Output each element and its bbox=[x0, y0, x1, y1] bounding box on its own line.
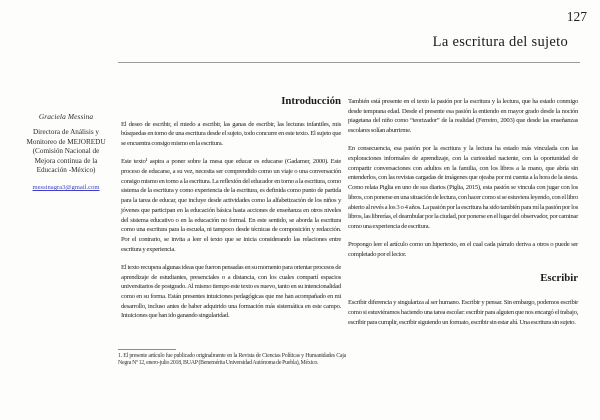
page-title: La escritura del sujeto bbox=[432, 34, 568, 50]
affiliation-line: Educación -México) bbox=[36, 166, 96, 175]
right-column bbox=[348, 97, 578, 336]
body-paragraph: En consecuencia, esa pasión por la escritura y la lectura ha estado más vinculada con las exploraciones informales de aprendizaje, con la curiosidad naciente, con la oportunidad de compartir conversaciones con adultos en la familia, con los libros a la mano, que abría sin entenderlos, con las revistas cargadas de imágenes que ojeaba por mi cuenta a la hora de la siesta. Como relata Piglia en uno de sus diarios (Piglia, 2015), esta pasión se vincula con jugar con los libros, con ponerse en una situación de lectura, con hacer como si se estuviera leyendo, con el libro abierto al revés a los 3 o 4 años. La pasión por la escritura ha sido también para mí la pasión por los libros, las librerías, el deambular por la ciudad, por ponerse en el lugar del observador, por caminar como una experiencia de escritura. bbox=[348, 145, 578, 230]
body-paragraph: Escribir diferencia y singulariza al ser humano. Escribir y pensar. Sin embargo, podemos escribir como si estuviéramos haciendo una tarea escolar: escribir para alguien que nos encargó el trabajo, escribir para cumplir, escribir siguiendo un formato, escribir sin estar ahí. Una escritura sin sujeto. bbox=[348, 299, 578, 326]
affiliation-line: Directora de Análisis y bbox=[32, 128, 100, 136]
author-name: Graciela Messina bbox=[38, 112, 94, 121]
author-email-link[interactable]: messinagra3@gmail.com bbox=[32, 183, 100, 191]
footnote-text: 1. El presente artículo fue publicado originalmente en la Revista de Ciencias Políticas y Humanidades Caja Negra Nº 12, enero-julio 2018, BUAP (Benemérita Universidad Autónoma de Puebla), México. bbox=[118, 353, 346, 366]
body-paragraph: También está presente en el texto la pasión por la escritura y la lectura, que ha estado conmigo desde temprana edad. Desde el presente esa pasión la entiendo en mayor grado desde la noción piagetana del niño como “teorizador” de la realidad (Ferreiro, 2003) que desde las enseñanzas escolares solían aburrirme. bbox=[348, 98, 578, 135]
author-affiliation bbox=[14, 128, 118, 176]
intro-paragraph: El texto recupera algunas ideas que fueron pensadas en su momento para orientar procesos de aprendizaje de estudiantes, presenciales o a distancia, con los cuales compartí espacios universitarios de postgrado. Al mismo tiempo este texto es nuevo, tanto en su intencionalidad como en su forma. Están presentes intuiciones pedagógicas que me han acompañado en mi desarrollo, incluso antes de haber adquirido una formación más sistemática en este campo. Intuiciones que han ido ganando singularidad. bbox=[121, 263, 341, 320]
intro-paragraph: Este texto¹ aspira a poner sobre la mesa que educar es educarse (Gadamer, 2000). Este proceso de educarse, a su vez, necesita ser comprendido como un viaje o una conversación consigo mismo en torno a la escritura. La reflexión del educador en torno a la escritura, como sistema de la escritura y como experiencia de la escritura, es definida como punto de partida para la tarea de educar, que incluye desde actividades como la alfabetización de los niños y jóvenes que participan en la educación básica hasta acciones de enseñanza en otros niveles del sistema educativo o en la educación no formal. En este sentido, se aborda la escritura como una escritura para la escuela, ni tampoco desde técnicas de composición y redacción. Por el contrario, se invita a leer el texto que se inicia considerando las relaciones entre escritura y experiencia. bbox=[121, 158, 341, 253]
affiliation-line: (Comisión Nacional de bbox=[32, 147, 100, 156]
affiliation-line: Mejora continua de la bbox=[34, 156, 98, 165]
escribir-heading: Escribir bbox=[540, 271, 578, 284]
affiliation-line: Monitoreo de MEJOREDU bbox=[26, 137, 106, 146]
author-block bbox=[14, 112, 118, 194]
body-paragraph: Propongo leer el artículo como un hipertexto, en el cual cada párrafo deriva a otros o puede ser completado por el lector. bbox=[348, 241, 578, 258]
intro-paragraph: El deseo de escribir, el miedo a escribir, las ganas de escribir, las lecturas infantiles, mis búsquedas en torno de una escritura desde el sujeto, todo concurre en este texto. El sujeto que se encuentra consigo mismo en la escritura. bbox=[121, 120, 341, 148]
footnote-separator bbox=[118, 349, 176, 350]
title-rule bbox=[118, 62, 580, 63]
intro-column bbox=[121, 97, 341, 330]
page-number: 127 bbox=[566, 9, 587, 24]
intro-heading: Introducción bbox=[281, 95, 341, 107]
